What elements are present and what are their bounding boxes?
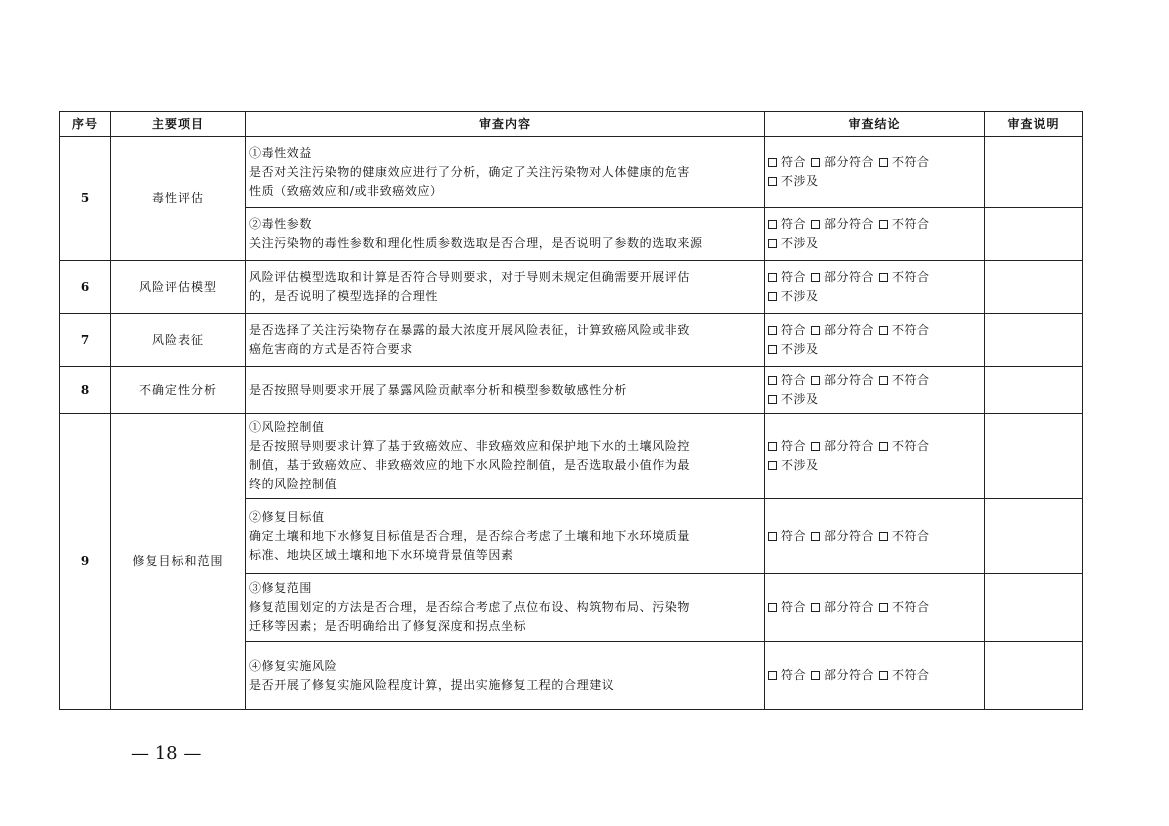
content-line: 癌危害商的方式是否符合要求 (249, 342, 413, 356)
conclusion-options (768, 371, 981, 390)
review-content (246, 414, 765, 499)
content-line: 迁移等因素；是否明确给出了修复深度和拐点坐标 (249, 619, 527, 633)
review-conclusion (765, 367, 985, 414)
conclusion-options (768, 598, 981, 617)
option-label-partial: 部分符合 (824, 323, 875, 337)
option-label-partial: 部分符合 (824, 600, 875, 614)
checkbox-icon[interactable] (811, 220, 820, 229)
option-label-partial: 部分符合 (824, 373, 875, 387)
option-label-partial: 部分符合 (824, 668, 875, 682)
option-conform[interactable] (768, 155, 811, 169)
content-line: 是否选择了关注污染物存在暴露的最大浓度开展风险表征，计算致癌风险或非致 (249, 323, 691, 337)
option-label-partial: 部分符合 (824, 439, 875, 453)
option-nonconform[interactable] (879, 217, 935, 231)
option-nonconform[interactable] (879, 439, 935, 453)
option-label-partial: 部分符合 (824, 217, 875, 231)
checkbox-icon[interactable] (768, 442, 777, 451)
main-project: 风险表征 (111, 314, 246, 367)
review-content (246, 314, 765, 367)
option-label-nonconform: 不符合 (892, 217, 930, 231)
checkbox-icon[interactable] (811, 532, 820, 541)
option-conform[interactable] (768, 439, 811, 453)
content-line: 确定土壤和地下水修复目标值是否合理，是否综合考虑了土壤和地下水环境质量 (249, 528, 691, 543)
option-label-conform: 符合 (781, 373, 807, 387)
row-number: 9 (60, 414, 111, 710)
review-note[interactable] (985, 261, 1083, 314)
review-content (246, 208, 765, 261)
conclusion-options-na (768, 172, 981, 191)
content-line: 关注污染物的毒性参数和理化性质参数选取是否合理，是否说明了参数的选取来源 (249, 236, 703, 250)
review-content (246, 137, 765, 208)
checkbox-icon[interactable] (768, 158, 777, 167)
content-line: 是否开展了修复实施风险程度计算，提出实施修复工程的合理建议 (249, 677, 615, 692)
option-conform[interactable] (768, 217, 811, 231)
option-conform[interactable] (768, 373, 811, 387)
option-label-nonconform: 不符合 (892, 155, 930, 169)
option-label-partial: 部分符合 (824, 155, 875, 169)
row-number: 5 (60, 137, 111, 261)
option-label-nonconform: 不符合 (892, 373, 930, 387)
review-content (246, 642, 765, 710)
content-line: 终的风险控制值 (249, 477, 338, 491)
conclusion-options (768, 215, 981, 234)
review-note[interactable] (985, 367, 1083, 414)
checkbox-icon[interactable] (768, 345, 777, 354)
option-partial[interactable] (811, 373, 879, 387)
checkbox-icon[interactable] (879, 532, 888, 541)
option-conform[interactable] (768, 529, 811, 543)
content-line: 是否对关注污染物的健康效应进行了分析，确定了关注污染物对人体健康的危害 (249, 164, 691, 179)
review-table (59, 111, 1083, 710)
checkbox-icon[interactable] (811, 273, 820, 282)
review-note[interactable] (985, 208, 1083, 261)
checkbox-icon[interactable] (879, 220, 888, 229)
content-line: 标准、地块区域土壤和地下水环境背景值等因素 (249, 547, 514, 562)
option-partial[interactable] (811, 439, 879, 453)
checkbox-icon[interactable] (811, 376, 820, 385)
content-line: 是否按照导则要求计算了基于致癌效应、非致癌效应和保护地下水的土壤风险控 (249, 439, 691, 453)
content-line: 修复范围划定的方法是否合理，是否综合考虑了点位布设、构筑物布局、污染物 (249, 600, 691, 614)
checkbox-icon[interactable] (879, 603, 888, 612)
review-note[interactable] (985, 314, 1083, 367)
header-note: 审查说明 (985, 112, 1083, 137)
review-note[interactable] (985, 642, 1083, 710)
checkbox-icon[interactable] (879, 376, 888, 385)
option-label-na: 不涉及 (781, 458, 819, 472)
option-label-nonconform: 不符合 (892, 668, 930, 682)
checkbox-icon[interactable] (811, 326, 820, 335)
option-label-nonconform: 不符合 (892, 528, 930, 543)
option-nonconform[interactable] (879, 373, 935, 387)
option-na[interactable] (768, 236, 824, 250)
review-conclusion (765, 414, 985, 499)
option-na[interactable] (768, 458, 824, 472)
checkbox-icon[interactable] (879, 671, 888, 680)
conclusion-options-na (768, 234, 981, 253)
option-label-na: 不涉及 (781, 392, 819, 406)
checkbox-icon[interactable] (768, 376, 777, 385)
option-label-nonconform: 不符合 (892, 270, 930, 284)
option-partial[interactable] (811, 600, 879, 614)
content-line: ④修复实施风险 (249, 658, 338, 673)
conclusion-options (768, 666, 981, 685)
option-label-na: 不涉及 (781, 342, 819, 356)
checkbox-icon[interactable] (879, 158, 888, 167)
checkbox-icon[interactable] (768, 461, 777, 470)
content-line: ②修复目标值 (249, 509, 325, 524)
conclusion-options (768, 153, 981, 172)
checkbox-icon[interactable] (768, 220, 777, 229)
option-label-conform: 符合 (781, 217, 807, 231)
checkbox-icon[interactable] (768, 239, 777, 248)
main-project: 修复目标和范围 (111, 414, 246, 710)
content-line: ②毒性参数 (249, 217, 313, 231)
option-conform[interactable] (768, 323, 811, 337)
option-conform[interactable] (768, 270, 811, 284)
page-number: — 18 — (131, 743, 202, 764)
review-note[interactable] (985, 499, 1083, 574)
content-line: ①毒性效益 (249, 145, 313, 160)
option-label-conform: 符合 (781, 155, 807, 169)
option-nonconform[interactable] (879, 668, 935, 682)
table-row (60, 414, 1083, 499)
option-label-partial: 部分符合 (824, 270, 875, 284)
option-partial[interactable] (811, 323, 879, 337)
review-note[interactable] (985, 574, 1083, 642)
option-nonconform[interactable] (879, 529, 935, 543)
option-na[interactable] (768, 289, 824, 303)
header-project: 主要项目 (111, 112, 246, 137)
table-body (60, 137, 1083, 710)
conclusion-options-na (768, 340, 981, 359)
option-conform[interactable] (768, 668, 811, 682)
option-partial[interactable] (811, 155, 879, 169)
content-line: 的，是否说明了模型选择的合理性 (249, 289, 439, 303)
checkbox-icon[interactable] (811, 603, 820, 612)
header-row (60, 112, 1083, 137)
option-label-conform: 符合 (781, 528, 807, 543)
checkbox-icon[interactable] (768, 273, 777, 282)
checkbox-icon[interactable] (811, 158, 820, 167)
checkbox-icon[interactable] (811, 671, 820, 680)
option-na[interactable] (768, 392, 824, 406)
checkbox-icon[interactable] (879, 273, 888, 282)
review-note[interactable] (985, 137, 1083, 208)
table-row (60, 137, 1083, 208)
checkbox-icon[interactable] (768, 532, 777, 541)
checkbox-icon[interactable] (768, 671, 777, 680)
conclusion-options-na (768, 456, 981, 475)
option-na[interactable] (768, 342, 824, 356)
option-label-nonconform: 不符合 (892, 439, 930, 453)
option-label-nonconform: 不符合 (892, 323, 930, 337)
review-conclusion (765, 314, 985, 367)
main-project: 不确定性分析 (111, 367, 246, 414)
option-label-conform: 符合 (781, 270, 807, 284)
review-conclusion (765, 574, 985, 642)
option-label-nonconform: 不符合 (892, 600, 930, 614)
checkbox-icon[interactable] (879, 326, 888, 335)
checkbox-icon[interactable] (768, 395, 777, 404)
checkbox-icon[interactable] (768, 177, 777, 186)
conclusion-options (768, 527, 981, 546)
option-nonconform[interactable] (879, 600, 935, 614)
option-label-conform: 符合 (781, 439, 807, 453)
review-conclusion (765, 137, 985, 208)
review-content (246, 499, 765, 574)
option-nonconform[interactable] (879, 155, 935, 169)
main-project: 风险评估模型 (111, 261, 246, 314)
review-content (246, 261, 765, 314)
checkbox-icon[interactable] (768, 603, 777, 612)
option-partial[interactable] (811, 270, 879, 284)
review-note[interactable] (985, 414, 1083, 499)
option-label-na: 不涉及 (781, 174, 819, 188)
review-conclusion (765, 642, 985, 710)
option-nonconform[interactable] (879, 270, 935, 284)
review-conclusion (765, 499, 985, 574)
option-nonconform[interactable] (879, 323, 935, 337)
content-line: 性质（致癌效应和/或非致癌效应） (249, 183, 443, 198)
review-conclusion (765, 261, 985, 314)
checkbox-icon[interactable] (768, 326, 777, 335)
option-label-conform: 符合 (781, 323, 807, 337)
review-conclusion (765, 208, 985, 261)
row-number: 6 (60, 261, 111, 314)
conclusion-options (768, 321, 981, 340)
option-label-partial: 部分符合 (824, 528, 875, 543)
content-line: ①风险控制值 (249, 420, 325, 434)
content-line: 风险评估模型选取和计算是否符合导则要求，对于导则未规定但确需要开展评估 (249, 270, 691, 284)
table-row (60, 367, 1083, 414)
review-content (246, 574, 765, 642)
row-number: 7 (60, 314, 111, 367)
header-conclusion: 审查结论 (765, 112, 985, 137)
option-label-conform: 符合 (781, 668, 807, 682)
checkbox-icon[interactable] (811, 442, 820, 451)
option-partial[interactable] (811, 529, 879, 543)
option-partial[interactable] (811, 668, 879, 682)
option-label-conform: 符合 (781, 600, 807, 614)
conclusion-options-na (768, 390, 981, 409)
option-label-na: 不涉及 (781, 236, 819, 250)
option-label-na: 不涉及 (781, 289, 819, 303)
checkbox-icon[interactable] (768, 292, 777, 301)
conclusion-options (768, 268, 981, 287)
content-line: ③修复范围 (249, 581, 313, 595)
option-conform[interactable] (768, 600, 811, 614)
header-no: 序号 (60, 112, 111, 137)
option-partial[interactable] (811, 217, 879, 231)
content-line: 是否按照导则要求开展了暴露风险贡献率分析和模型参数敏感性分析 (249, 382, 628, 397)
table-row (60, 261, 1083, 314)
header-content: 审查内容 (246, 112, 765, 137)
review-content (246, 367, 765, 414)
table-row (60, 314, 1083, 367)
option-na[interactable] (768, 174, 824, 188)
checkbox-icon[interactable] (879, 442, 888, 451)
conclusion-options (768, 437, 981, 456)
main-project: 毒性评估 (111, 137, 246, 261)
content-line: 制值，基于致癌效应、非致癌效应的地下水风险控制值，是否选取最小值作为最 (249, 458, 691, 472)
conclusion-options-na (768, 287, 981, 306)
row-number: 8 (60, 367, 111, 414)
